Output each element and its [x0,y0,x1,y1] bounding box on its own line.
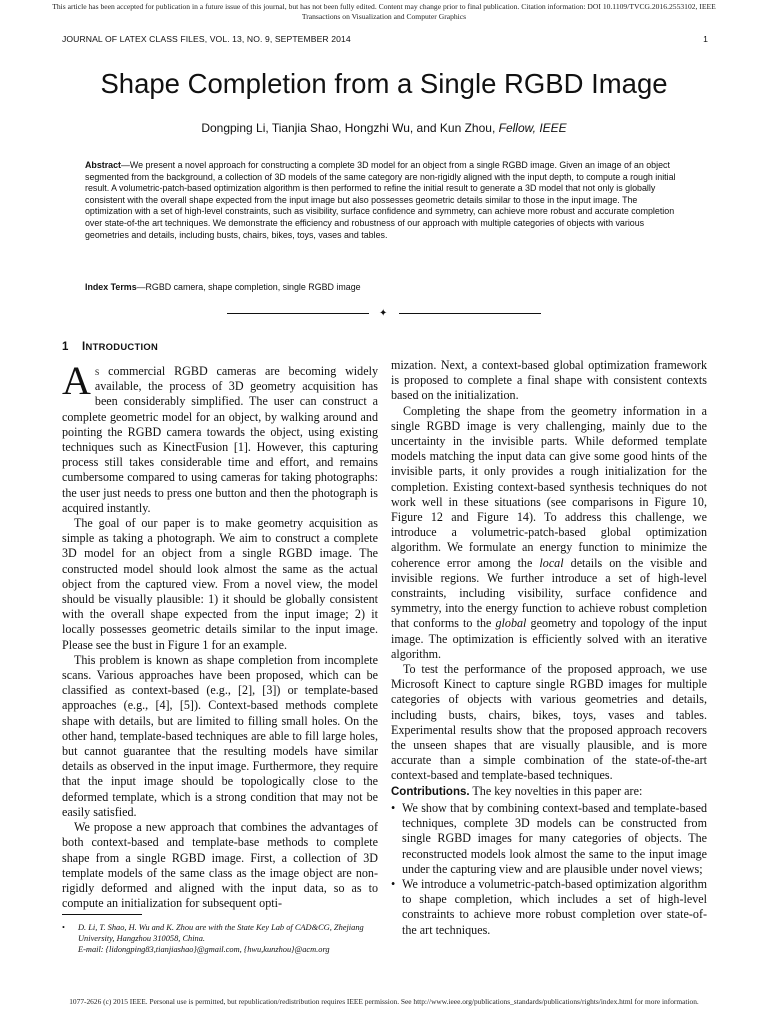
divider-line-right [399,313,541,314]
bullet-icon: • [391,876,396,891]
journal-name: JOURNAL OF LATEX CLASS FILES, VOL. 13, NO. 9, SEPTEMBER 2014 [62,34,351,44]
index-terms [85,282,682,294]
list-item [391,877,707,938]
right-column [391,358,707,938]
footnote-email: E-mail: {lidongping83,tianjiashao}@gmail.com, {hwu,kunzhou}@acm.org [78,945,330,954]
running-head [62,34,708,46]
intro-first-word: s [94,364,100,378]
emphasis-local: local [539,555,564,570]
intro-paragraph-7: To test the performance of the proposed approach, we use Microsoft Kinect to capture single RGBD images for multiple categories of objects with various geometries and details, including busts, chairs, bikes, toys, vases and tables. Experimental results show that the proposed approach recovers the unseen shapes that are visually plausible, and is more accurate than a simple combination of the state-of-the-art context-based and template-based techniques. [391,662,707,783]
intro-paragraph-5: mization. Next, a context-based global optimization framework is proposed to complete a final shape with consistent contexts based on the initialization. [391,358,707,403]
contributions-intro: The key novelties in this paper are: [469,783,643,798]
contributions-list [391,801,707,938]
intro-paragraph-1-text: commercial RGBD cameras are becoming widely available, the process of 3D geometry acquisition has been considerably simplified. The user can construct a complete geometric model for an object, by walking around and pointing the RGBD camera towards the object, using existing techniques such as KinectFusion [1]. However, this capturing process still takes considerable time and effort, and remains cumbersome compared to using cameras for taking photographs: the user just needs to press one button and then the photograph is acquired instantly. [62,364,378,515]
copyright-notice: 1077-2626 (c) 2015 IEEE. Personal use is permitted, but republication/redistribution requires IEEE permission. See http://www.ieee.org/publications_standards/publications/rights/index.html for more information. [69,997,699,1006]
abstract-label: Abstract [85,160,122,170]
index-terms-label: Index Terms [85,282,137,292]
paper-title: Shape Completion from a Single RGBD Image [100,68,668,99]
author-affiliation-footnote [62,922,380,955]
intro-paragraph-6-part-b: details on the visible and invisible regions. We further introduce a set of high-level constraints, including visibility, surface confidence and symmetry, into the energy function to achieve robust completion that conforms to the [391,555,707,631]
contribution-1-text: We show that by combining context-based and template-based techniques, complete 3D models can be constructed from single RGBD images for many categories of objects. The reconstructed models look almost the same to the input image under the capturing view and are plausible under novel views; [402,800,707,876]
contributions-paragraph [391,784,707,800]
intro-paragraph-6-part-c: geometry and topology of the input image. The optimization is efficiently solved with an iterative algorithm. [391,616,708,661]
accepted-notice-line-2: Transactions on Visualization and Computer Graphics [301,12,467,21]
divider-line-left [227,313,369,314]
author-names: Dongping Li, Tianjia Shao, Hongzhi Wu, and Kun Zhou, [201,121,496,135]
intro-paragraph-2: The goal of our paper is to make geometry acquisition as simple as taking a photograph. We aim to construct a complete 3D model for an object from a single RGBD image. The constructed model should look almost the same as the actual object from the captured view. From a novel view, the model should be visually plausible: 1) it should be globally consistent with the overall shape expected from the input image; 2) it locally possesses geometric details similar to the input image. Please see the bust in Figure 1 for an example. [62,516,378,652]
author-fellow-title: Fellow, IEEE [498,121,567,135]
section-heading-introduction [62,340,378,354]
author-list [0,120,768,136]
intro-paragraph-1 [62,358,378,516]
abstract-text: —We present a novel approach for constructing a complete 3D model for an object from a single RGBD image. Given an image of an object segmented from the background, a collection of 3D models of the same category are non-rigidly aligned with the input depth, to compute a rough initial result. A volumetric-patch-based optimization algorithm is then performed to refine the initial result to generate a 3D model that not only is globally consistent with the overall shape expected from the input image but also possesses geometric details similar to those in the input image. The optimization with a set of high-level constraints, such as visibility, surface confidence and symmetry, can achieve more robust and accurate completion over state-of-the art techniques. We demonstrate the efficiency and robustness of our approach with multiple categories of objects with various geometries and details, including busts, chairs, bikes, toys, vases and tables. [85,160,676,240]
footnote-separator [62,914,142,915]
dropcap-letter: A [62,358,91,403]
index-terms-text: —RGBD camera, shape completion, single RGBD image [136,282,361,292]
list-item [391,801,707,877]
section-heading-first-letter: I [82,341,86,353]
intro-paragraph-6-part-a: Completing the shape from the geometry information in a single RGBD image is very challenging, mainly due to the uncertainty in the invisible parts. While deformed template models matching the input data can give some good hints of the invisible parts, it only provides a rough initialization for the completion. Existing context-based synthesis techniques do not work well in these situations (see comparisons in Figure 10, Figure 12 and Figure 14). To address this challenge, we introduce a volumetric-patch-based global optimization algorithm. We formulate an energy function to minimize the coherence error among the [391,403,707,570]
section-heading-rest: NTRODUCTION [85,341,159,352]
left-column [62,340,378,911]
intro-paragraph-6 [391,404,707,662]
accepted-notice-line-1: This article has been accepted for publication in a future issue of this journal, but has not been fully edited. Content may change prior to final publication. Citation information: DOI 10.1109/TVCG.2016.2553102, IEEE [52,2,716,11]
intro-paragraph-4: We propose a new approach that combines the advantages of both context-based and template-base methods to complete shape from a single RGBD image. First, a collection of 3D template models of the same class as the image object are non-rigidly deformed and aligned with the input data, so as to compute an initialization for subsequent opti- [62,820,378,911]
divider-diamond-icon: ✦ [379,308,388,319]
footnote-affiliation: D. Li, T. Shao, H. Wu and K. Zhou are with the State Key Lab of CAD&CG, Zhejiang University, Hangzhou 310058, China. [78,923,364,943]
section-divider [227,308,541,320]
footnote-bullet: • [62,923,65,932]
contribution-2-text: We introduce a volumetric-patch-based optimization algorithm to shape completion, which includes a set of high-level constraints to achieve more robust completion over state-of-the art techniques. [402,876,707,937]
accepted-article-notice [0,2,768,22]
emphasis-global: global [495,616,527,631]
bullet-icon: • [391,800,396,815]
abstract [85,160,682,241]
page-number: 1 [703,34,708,44]
section-number: 1 [62,341,69,353]
intro-paragraph-3: This problem is known as shape completion from incomplete scans. Various approaches have been proposed, which can be classified as context-based (e.g., [2], [3]) or template-based approaches (e.g., [4], [5]). Context-based methods complete shape with details, but are limited to filling small holes. On the other hand, template-based techniques are able to fill large holes, but cannot guarantee that the resulting models have similar details as observed in the input image. Furthermore, they require that the input image should be topologically close to the deformed template, which is a strong condition that may not be easily satisfied. [62,652,378,819]
contributions-label: Contributions. [391,785,470,798]
